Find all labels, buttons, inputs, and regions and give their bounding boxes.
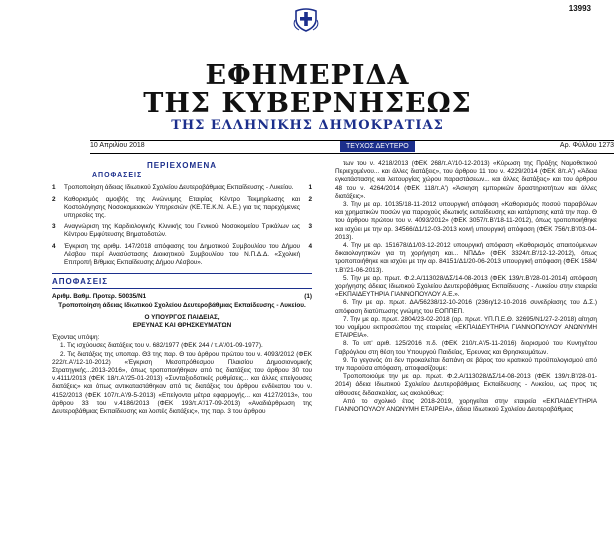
toc-item: 1 Τροποποίηση άδειας Ιδιωτικού Σχολείου Δευτεροβάθμιας Εκπαίδευσης - Λυκείου. 1: [52, 184, 312, 192]
toc-item: 2 Καθορισμός αμοιβής της Ανώνυμης Εταιρίας Κέντρο Τεκμηρίωσης και Κοστολόγησης Νοσοκομειακών Υπηρεσιών (ΚΕ.ΤΕ.Κ.Ν. Α.Ε.) για τις παρεχόμενες υπηρεσίες της. 2: [52, 195, 312, 220]
decision-intro: Έχοντας υπόψη:: [52, 334, 100, 342]
decision-reference: [52, 293, 312, 301]
gazette-subtitle: ΤΗΣ ΕΛΛΗΝΙΚΗΣ ΔΗΜΟΚΡΑΤΙΑΣ: [171, 118, 444, 133]
body-paragraph: 6. Την με αρ. πρωτ. ΔΑ/56238/12-10-2016 (236η/12-10-2016 συνεδρίασης του Δ.Σ.) απόφαση διατύπωσης γνώμης του ΕΟΠΠΕΠ.: [335, 299, 597, 315]
contents-decisions-label: ΑΠΟΦΑΣΕΙΣ: [92, 172, 143, 180]
gazette-title-line2: ΤΗΣ ΚΥΒΕΡΝΗΣΕΩΣ: [143, 88, 472, 119]
body-paragraph: 7. Την με αρ. πρωτ. 2804/23-02-2018 (αρ. πρωτ. ΥΠ.Π.Ε.Θ. 32695/Ν1/27-2-2018) αίτηση του νομίμου εκπροσώπου της εταιρείας «ΕΚΠΑΙΔΕΥΤΗΡΙΑ ΓΙΑΝΝΟΠΟΥΛΟΥ ΑΝΩΝΥΜΗ ΕΤΑΙΡΕΙΑ».: [335, 315, 597, 340]
right-column: [335, 160, 597, 414]
body-paragraph: Από το σχολικό έτος 2018-2019, χορηγείται στην εταιρεία «ΕΚΠΑΙΔΕΥΤΗΡΙΑ ΓΙΑΝΝΟΠΟΥΛΟΥ ΑΝΩΝΥΜΗ ΕΤΑΙΡΕΙΑ», άδεια Ιδιωτικού Σχολείου Δευτεροβάθμιας: [335, 397, 597, 414]
body-paragraph: 9. Το γεγονός ότι δεν προκαλείται δαπάνη σε βάρος του κρατικού προϋπολογισμού από την παρούσα απόφαση, αποφασίζουμε:: [335, 356, 597, 373]
body-paragraph: 3. Την με αρ. 10135/18-11-2012 υπουργική απόφαση «Καθορισμός ποσού παραβόλων και χρηματικών ποσών για παροχούς ιδιωτικής εκπαίδευσης και κατάρτισης κατά την παρ. Θ του άρθρου πρώτου του ν. 4093/2012» (ΦΕΚ 3057/τ.Β'/18-11-2012), όπως τροποποιήθηκε και ισχύει με την αρ. 34566/Δ1/12-03-2013 κοινή υπουργική απόφαση (ΦΕΚ 756/τ.Β'/03-04-2013).: [335, 201, 597, 241]
decision-index: (1): [304, 293, 312, 301]
left-column: [52, 160, 312, 416]
decision-paragraph: 1. Τις ισχύουσες διατάξεις του ν. 682/1977 (ΦΕΚ 244 / τ.Α'/01-09-1977).: [60, 342, 263, 350]
decisions-heading: ΑΠΟΦΑΣΕΙΣ: [52, 277, 109, 287]
issue-type-badge: ΤΕΥΧΟΣ ΔΕΥΤΕΡΟ: [340, 141, 415, 152]
body-paragraph: Τροποποιούμε την με αρ. πρωτ. Φ.2.Α/113028/ΔΣ/14-08-2013 (ΦΕΚ 139/τ.Β'/28-01-2014) άδεια Ιδιωτικού Σχολείου Δευτεροβάθμιας Εκπαίδευσης - Λυκείου, ως προς τις αίθουσες διδασκαλίας, ως ακολούθως:: [335, 373, 597, 397]
issue-bar: [90, 140, 614, 154]
page-number: 13993: [568, 4, 591, 13]
body-paragraph: των του ν. 4218/2013 (ΦΕΚ 268/τ.Α'/10-12-2013) «Κύρωση της Πράξης Νομοθετικού Περιεχομένου... και άλλες διατάξεις», του άρθρου 11 του ν. 4229/2014 (ΦΕΚ 8/τ.Α') «Άδεια εγκατάστασης και λειτουργίας χώρου παραστάσεων... και άλλες διατάξεις» και του άρθρου 48 του ν. 4264/2014 (ΦΕΚ 118/τ.Α') «Άσκηση εμπορικών δραστηριοτήτων και άλλες διατάξεις».: [335, 160, 597, 200]
section-divider: [52, 273, 312, 274]
ministry-line2: ΕΡΕΥΝΑΣ ΚΑΙ ΘΡΗΣΚΕΥΜΑΤΩΝ: [132, 322, 232, 330]
toc-item: 3 Αναγνώριση της Καρδιολογικής Κλινικής του Γενικού Νοσοκομείου Τρικάλων ως Κέντρου Εμφύτευσης Βηματοδοτών. 3: [52, 223, 312, 239]
contents-title: ΠΕΡΙΕΧΟΜΕΝΑ: [146, 161, 218, 170]
section-divider: [52, 288, 312, 289]
decision-title: Τροποποίηση άδειας Ιδιωτικού Σχολείου Δευτεροβάθμιας Εκπαίδευσης - Λυκείου.: [58, 301, 306, 309]
ministry-line1: Ο ΥΠΟΥΡΓΟΣ ΠΑΙΔΕΙΑΣ,: [144, 313, 220, 321]
sheet-number: Αρ. Φύλλου 1273: [559, 142, 614, 149]
decision-ref-number: Αριθμ. Βαθμ. Προτερ. 50035/Ν1: [52, 293, 147, 301]
body-paragraph: 5. Την με αρ. πρωτ. Φ.2.Α/113028/ΔΣ/14-08-2013 (ΦΕΚ 139/τ.Β'/28-01-2014) απόφαση χορήγησης άδειας Ιδιωτικού Σχολείου Δευτεροβάθμιας Εκπαίδευσης - Λυκείου στην εταιρεία «ΕΚΠΑΙΔΕΥΤΗΡΙΑ ΓΙΑΝΝΟΠΟΥΛΟΥ Α.Ε.».: [335, 274, 597, 299]
body-paragraph: 4. Την με αρ. 151678/Δ1/03-12-2012 υπουργική απόφαση «Καθορισμός απαιτούμενων δικαιολογητικών για τη χορήγηση και... ΝΠΔΔ» (ΦΕΚ 3324/τ.Β'/12-12-2012), όπως τροποποιήθηκε και ισχύει με την αρ. 84151/Δ1/20-06-2013 υπουργική απόφαση (ΦΕΚ 1584/τ.Β'/21-06-2013).: [335, 242, 597, 274]
toc-item: 4 Έγκριση της αριθμ. 147/2018 απόφασης του Δημοτικού Συμβουλίου του Δήμου Λέσβου περί Ανασύστασης Διοικητικού Συμβουλίου του Ν.Π.Δ.Δ. «Σχολική Επιτροπή Β/θμιας Εκπαίδευσης Δήμου Λέσβου». 4: [52, 242, 312, 267]
greek-coat-of-arms-icon: [293, 6, 319, 32]
gazette-title: ΕΦΗΜΕΡΙΔΑ: [205, 60, 410, 91]
decision-paragraph: 2. Τις διατάξεις της υποπαρ. Θ3 της παρ. Θ του άρθρου πρώτου του ν. 4093/2012 (ΦΕΚ 222/τ.Α'/12-10-2012) «Έγκριση Μεσοπρόθεσμου Πλαισίου Δημοσιονομικής Στρατηγικής...2013-2016», όπως τροποποιήθηκαν από τις διατάξεις του άρθρου 30 του ν.4111/2013 (ΦΕΚ 18/τ.Α'/25-01-2013) «Συνταξιοδοτικές ρυθμίσεις... και άλλες επείγουσες διατάξεις» και όπως αντικαταστάθηκαν από τις διατάξεις του άρθρου ενδέκατου του ν. 4152/2013 (ΦΕΚ 107/τ.Α'/9-5-2013) «Επείγοντα μέτρα εφαρμογής... και 4127/2013», του άρθρου 33 του ν.4186/2013 (ΦΕΚ 193/τ.Α'/17-09-2013) «Αναδιάρθρωση της Δευτεροβάθμιας Εκπαίδευσης και λοιπές διατάξεις», της παρ. 3 του άρθρου: [52, 350, 312, 416]
body-paragraph: 8. Το υπ' αριθ. 125/2016 π.δ. (ΦΕΚ 210/τ.Α'/5-11-2016) διορισμού του Κυνηγέτου Γαβρόγλου στη θέση του Υπουργού Παιδείας, Έρευνας και Θρησκευμάτων.: [335, 340, 597, 356]
issue-date: 10 Απριλίου 2018: [90, 142, 145, 149]
